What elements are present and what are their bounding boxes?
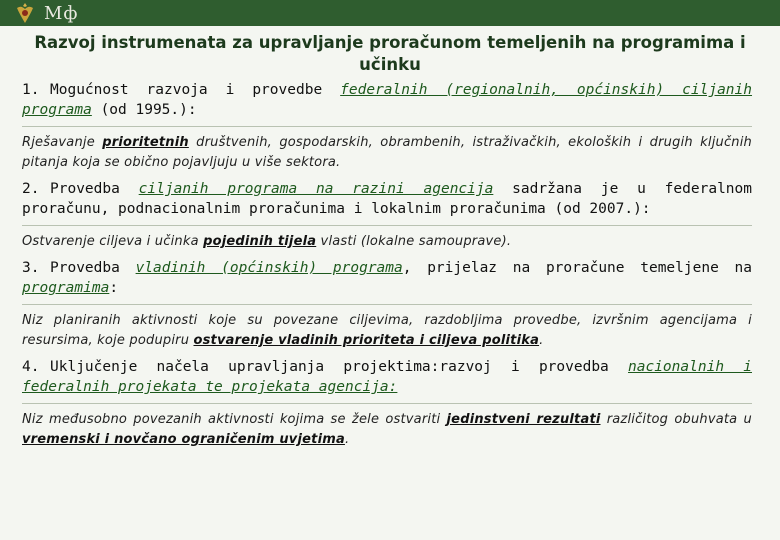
logo bbox=[14, 0, 104, 26]
divider bbox=[22, 225, 752, 226]
divider bbox=[22, 304, 752, 305]
content bbox=[22, 80, 752, 456]
divider bbox=[22, 126, 752, 127]
highlight-text: jedinstveni rezultati bbox=[446, 412, 601, 427]
item-description bbox=[22, 232, 752, 252]
heading-text: Provedba bbox=[50, 181, 139, 197]
highlight-text: pojedinih tijela bbox=[203, 234, 317, 249]
item-heading bbox=[22, 357, 752, 397]
heading-text: (od 1995.): bbox=[91, 102, 197, 118]
heading-text: Uključenje načela upravljanja projektima:razvoj i provedba bbox=[50, 359, 629, 375]
desc-text: Ostvarenje ciljeva i učinka bbox=[22, 234, 204, 249]
highlight-text: programima bbox=[22, 280, 110, 296]
item-number: 4. bbox=[22, 359, 40, 375]
heading-text: , prijelaz na proračune temeljene na bbox=[402, 260, 752, 276]
highlight-text: vladinih (općinskih) programa bbox=[135, 260, 403, 276]
heading-text: Mogućnost razvoja i provedbe bbox=[50, 82, 341, 98]
highlight-text: ciljanih programa na razini agencija bbox=[138, 181, 494, 197]
item-description bbox=[22, 133, 752, 173]
item-number: 1. bbox=[22, 82, 40, 98]
highlight-text: federalnih (regionalnih, općinskih) ciljanih programa bbox=[22, 82, 753, 118]
desc-text: Niz međusobno povezanih aktivnosti kojima se žele ostvariti bbox=[22, 412, 447, 427]
item-number: 3. bbox=[22, 260, 40, 276]
heading-text: sadržana je u federalnom proračunu, podnacionalnim proračunima i lokalnim proračunima (od 2007.): bbox=[22, 181, 752, 217]
divider bbox=[22, 403, 752, 404]
item-heading bbox=[22, 179, 752, 219]
desc-text: vlasti (lokalne samouprave). bbox=[316, 234, 512, 249]
item-description bbox=[22, 410, 752, 450]
coat-of-arms-icon bbox=[14, 1, 36, 25]
page-title: Razvoj instrumenata za upravljanje proračunom temeljenih na programima i učinku bbox=[34, 33, 746, 74]
top-bar bbox=[0, 0, 780, 26]
item-2 bbox=[22, 179, 752, 252]
desc-text: društvenih, gospodarskih, obrambenih, istraživačkih, ekoloških i drugih ključnih pitanja koja se obično pojavljuju u više sektora. bbox=[22, 135, 752, 170]
highlight-text: ostvarenje vladinih prioriteta i ciljeva politika bbox=[193, 333, 540, 348]
item-description bbox=[22, 311, 752, 351]
item-3 bbox=[22, 258, 752, 351]
heading-text: Provedba bbox=[50, 260, 136, 276]
logo-text: Mф bbox=[44, 2, 79, 24]
desc-text: različitog obuhvata u bbox=[600, 412, 752, 427]
item-heading bbox=[22, 258, 752, 298]
desc-text: . bbox=[539, 333, 544, 348]
highlight-text: nacionalnih i federalnih projekata te projekata agencija: bbox=[22, 359, 752, 395]
desc-text: Rješavanje bbox=[22, 135, 103, 150]
heading-text: : bbox=[109, 280, 119, 296]
item-heading bbox=[22, 80, 752, 120]
highlight-text: prioritetnih bbox=[102, 135, 189, 150]
desc-text: Niz planiranih aktivnosti koje su povezane ciljevima, razdobljima provedbe, izvršnim agencijama i resursima, koje podupiru bbox=[22, 313, 752, 348]
item-1 bbox=[22, 80, 752, 173]
item-4 bbox=[22, 357, 752, 450]
desc-text: . bbox=[344, 432, 350, 447]
highlight-text: vremenski i novčano ograničenim uvjetima bbox=[22, 432, 345, 447]
item-number: 2. bbox=[22, 181, 40, 197]
